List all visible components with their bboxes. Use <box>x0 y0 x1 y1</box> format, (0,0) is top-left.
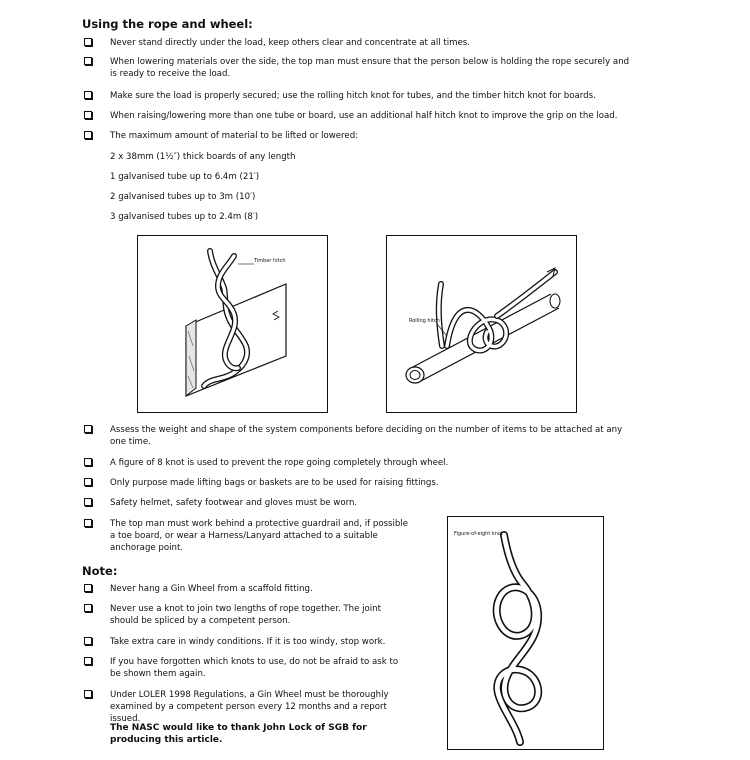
list-item-text: Make sure the load is properly secured; use the rolling hitch knot for tubes, and the timber hitch knot for boards. <box>110 91 596 101</box>
checkbox-icon <box>84 604 92 612</box>
figure-eight-figure <box>447 516 604 750</box>
checkbox-icon <box>84 478 92 486</box>
figure-eight-illustration <box>448 517 603 749</box>
material-line: 3 galvanised tubes up to 2.4m (8′) <box>110 212 259 222</box>
material-line: 2 x 38mm (1½″) thick boards of any length <box>110 152 296 162</box>
checkbox-icon <box>84 637 92 645</box>
list-item-text: Under LOLER 1998 Regulations, a Gin Wheel must be thoroughly examined by a competent person every 12 months and a report issued. <box>110 690 389 724</box>
list-item-text: When raising/lowering more than one tube or board, use an additional half hitch knot to improve the grip on the load. <box>110 111 618 121</box>
checkbox-icon <box>84 91 92 99</box>
checkbox-icon <box>84 458 92 466</box>
checkbox-icon <box>84 690 92 698</box>
material-line: 1 galvanised tube up to 6.4m (21′) <box>110 172 260 182</box>
list-item-text: Only purpose made lifting bags or baskets are to be used for raising fittings. <box>110 478 439 488</box>
rolling-hitch-illustration <box>387 236 576 412</box>
figure-label: Timber hitch <box>254 258 286 264</box>
checkbox-icon <box>84 57 92 65</box>
checkbox-icon <box>84 519 92 527</box>
acknowledgement: The NASC would like to thank John Lock of SGB for producing this article. <box>110 723 367 745</box>
list-item-text: Never stand directly under the load, keep others clear and concentrate at all times. <box>110 38 471 48</box>
note-heading: Note: <box>82 564 118 578</box>
list-item-text: Assess the weight and shape of the system components before deciding on the number of items to be attached at any one time. <box>110 425 623 447</box>
figure-label: Figure-of-eight knot <box>454 531 503 537</box>
list-item-text: Take extra care in windy conditions. If it is too windy, stop work. <box>110 637 386 647</box>
list-item-text: Never hang a Gin Wheel from a scaffold fitting. <box>110 584 313 594</box>
list-item-text: The maximum amount of material to be lifted or lowered: <box>110 131 359 141</box>
checkbox-icon <box>84 657 92 665</box>
material-line: 2 galvanised tubes up to 3m (10′) <box>110 192 256 202</box>
checkbox-icon <box>84 111 92 119</box>
checkbox-icon <box>84 425 92 433</box>
figure-label: Rolling hitch <box>409 318 440 324</box>
list-item-text: When lowering materials over the side, the top man must ensure that the person below is holding the rope securely and is ready to receive the load. <box>110 57 630 79</box>
section-heading: Using the rope and wheel: <box>82 17 253 31</box>
timber-hitch-figure <box>137 235 328 413</box>
list-item-text: Safety helmet, safety footwear and gloves must be worn. <box>110 498 358 508</box>
rolling-hitch-figure <box>386 235 577 413</box>
list-item-text: The top man must work behind a protective guardrail and, if possible a toe board, or wear a Harness/Lanyard attached to a suitable anchorage point. <box>110 519 409 553</box>
list-item-text: If you have forgotten which knots to use, do not be afraid to ask to be shown them again. <box>110 657 399 679</box>
checkbox-icon <box>84 38 92 46</box>
checkbox-icon <box>84 498 92 506</box>
timber-hitch-illustration <box>138 236 327 412</box>
list-item-text: Never use a knot to join two lengths of rope together. The joint should be spliced by a competent person. <box>110 604 381 626</box>
checkbox-icon <box>84 584 92 592</box>
checkbox-icon <box>84 131 92 139</box>
list-item-text: A figure of 8 knot is used to prevent the rope going completely through wheel. <box>110 458 449 468</box>
